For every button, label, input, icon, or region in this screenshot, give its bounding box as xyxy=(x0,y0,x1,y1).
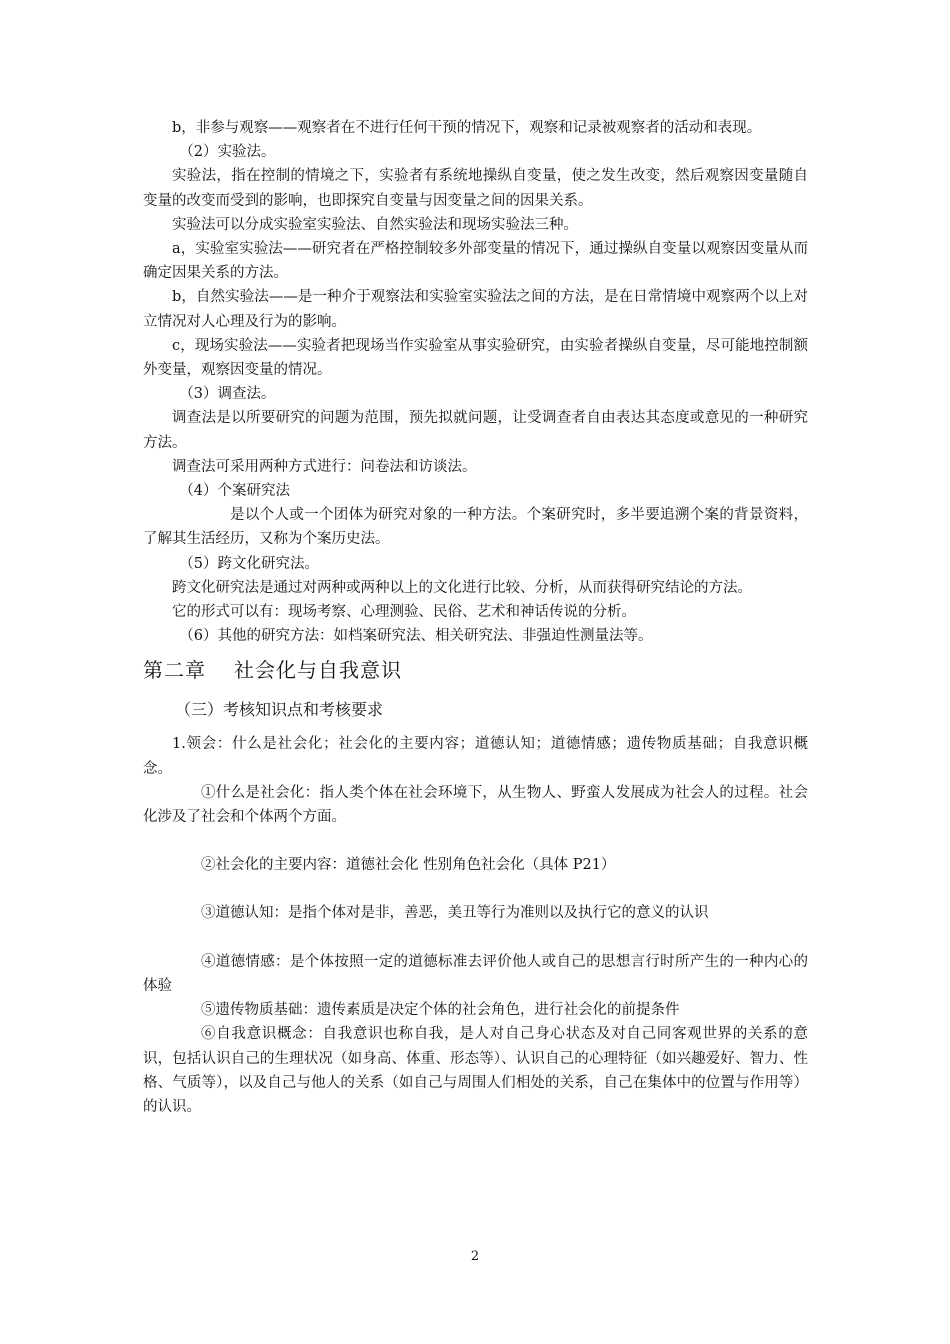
paragraph-natural-experiment: b，自然实验法——是一种介于观察法和实验室实验法之间的方法，是在日常情境中观察两个以上对立情况对人心理及行为的影响。 xyxy=(143,289,808,330)
item-self-consciousness: ⑥自我意识概念：自我意识也称自我，是人对自己身心状态及对自己同客观世界的关系的意识，包括认识自己的生理状况（如身高、体重、形态等）、认识自己的心理特征（如兴趣爱好、智力、性格、气质等），以及自己与他人的关系（如自己与周围人们相处的关系，自己在集体中的位置与作用等）的认识。 xyxy=(143,1026,808,1115)
page-number: 2 xyxy=(470,1249,480,1264)
section-heading: （三）考核知识点和考核要求 xyxy=(175,700,384,720)
paragraph-survey-ways: 调查法可采用两种方式进行：问卷法和访谈法。 xyxy=(172,458,477,475)
item-moral-emotion: ④道德情感：是个体按照一定的道德标准去评价他人或自己的思想言行时所产生的一种内心的体验 xyxy=(143,953,808,994)
chapter-number: 第二章 xyxy=(143,658,206,683)
item-understanding: 1.领会：什么是社会化；社会化的主要内容；道德认知；道德情感；遗传物质基础；自我意识概念。 xyxy=(143,736,808,777)
paragraph-cross-cultural-forms: 它的形式可以有：现场考察、心理测验、民俗、艺术和神话传说的分析。 xyxy=(172,604,636,621)
paragraph-cross-cultural-definition: 跨文化研究法是通过对两种或两种以上的文化进行比较、分析，从而获得研究结论的方法。 xyxy=(172,579,752,596)
chapter-name: 社会化与自我意识 xyxy=(234,658,402,683)
heading-cross-cultural: （5）跨文化研究法。 xyxy=(179,555,319,572)
item-socialization-definition: ①什么是社会化：指人类个体在社会环境下，从生物人、野蛮人发展成为社会人的过程。社会化涉及了社会和个体两个方面。 xyxy=(143,784,808,826)
item-genetic-basis: ⑤遗传物质基础：遗传素质是决定个体的社会角色，进行社会化的前提条件 xyxy=(201,1002,680,1019)
paragraph-lab-experiment: a，实验室实验法——研究者在严格控制较多外部变量的情况下，通过操纵自变量以观察因变量从而确定因果关系的方法。 xyxy=(143,241,808,282)
paragraph-field-experiment: c，现场实验法——实验者把现场当作实验室从事实验研究，由实验者操纵自变量，尽可能地控制额外变量，观察因变量的情况。 xyxy=(143,337,808,379)
item-socialization-content: ②社会化的主要内容：道德社会化 性别角色社会化（具体 P21） xyxy=(201,857,616,874)
heading-case-study: （4）个案研究法 xyxy=(179,483,290,500)
paragraph-nonparticipant-observation: b，非参与观察——观察者在不进行任何干预的情况下，观察和记录被观察者的活动和表现。 xyxy=(172,120,762,136)
paragraph-case-study-definition: 是以个人或一个团体为研究对象的一种方法。个案研究时，多半要追溯个案的背景资料，了解其生活经历，又称为个案历史法。 xyxy=(143,507,808,548)
paragraph-survey-definition: 调查法是以所要研究的问题为范围，预先拟就问题，让受调查者自由表达其态度或意见的一种研究方法。 xyxy=(143,410,808,451)
chapter-title xyxy=(143,654,808,686)
page-body xyxy=(143,116,808,1119)
heading-experiment-method: （2）实验法。 xyxy=(179,144,276,161)
paragraph-experiment-definition: 实验法，指在控制的情境之下，实验者有系统地操纵自变量，使之发生改变，然后观察因变量随自变量的改变而受到的影响，也即探究自变量与因变量之间的因果关系。 xyxy=(143,168,808,209)
heading-survey-method: （3）调查法。 xyxy=(179,386,276,403)
paragraph-other-methods: （6）其他的研究方法：如档案研究法、相关研究法、非强迫性测量法等。 xyxy=(179,628,653,645)
item-moral-cognition: ③道德认知：是指个体对是非，善恶，美丑等行为准则以及执行它的意义的认识 xyxy=(201,905,709,922)
paragraph-experiment-types: 实验法可以分成实验室实验法、自然实验法和现场实验法三种。 xyxy=(172,216,578,233)
